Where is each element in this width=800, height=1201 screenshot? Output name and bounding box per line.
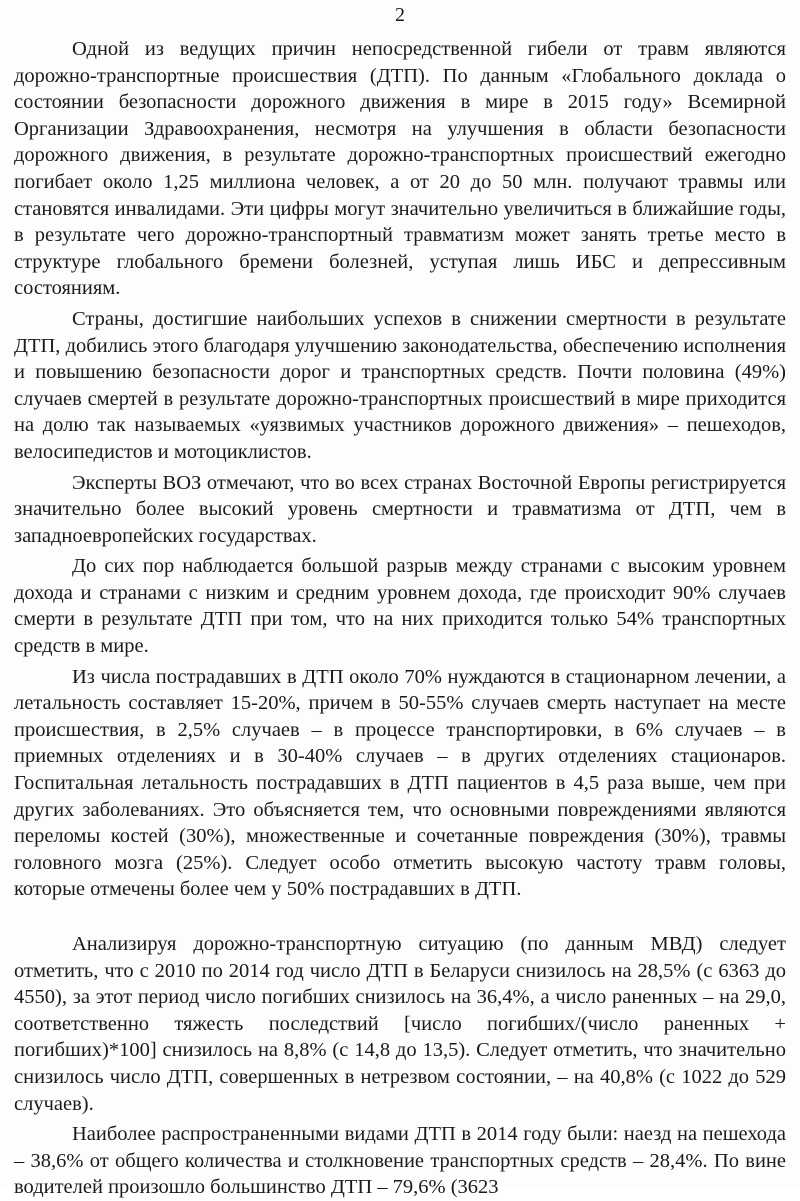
page-number: 2 bbox=[395, 4, 405, 26]
paragraph-who-experts: Эксперты ВОЗ отмечают, что во всех странах Восточной Европы регистрируется значительно более высокий уровень смертности и травматизма от ДТП, чем в западноевропейских государствах. bbox=[14, 471, 786, 547]
paragraph-accident-types: Наиболее распространенными видами ДТП в 2014 году были: наезд на пешехода – 38,6% от общего количества и столкновение транспортных средств – 28,4%. По вине водителей произошло большинство ДТП – 79,6% (3623 bbox=[14, 1123, 786, 1199]
paragraph-hospital-lethality: Из числа пострадавших в ДТП около 70% нуждаются в стационарном лечении, а летальность составляет 15-20%, причем в 50-55% случаев смерть наступает на месте происшествия, в 2,5% случаев – в процессе транспортировки, в 6% случаев – в приемных отделениях и в 30-40% случаев – в других отделениях стационаров. Госпитальная летальность пострадавших в ДТП пациентов в 4,5 раза выше, чем при других заболеваниях. Это объясняется тем, что основными повреждениями являются переломы костей (30%), множественные и сочетанные повреждения (30%), травмы головного мозга (25%). Следует особо отметить высокую частоту травм головы, которые отмечены более чем у 50% пострадавших в ДТП. bbox=[14, 665, 786, 901]
paragraph-belarus-statistics: Анализируя дорожно-транспортную ситуацию (по данным МВД) следует отметить, что с 2010 по 2014 год число ДТП в Беларуси снизилось на 28,5% (с 6363 до 4550), за этот период число погибших снизилось на 36,4%, а число раненных – на 29,0, соответственно тяжесть последствий [число погибших/(число раненных + погибших)*100] снизилось на 8,8% (с 14,8 до 13,5). Следует отметить, что значительно снизилось число ДТП, совершенных в нетрезвом состоянии, – на 40,8% (с 1022 до 529 случаев). bbox=[14, 933, 786, 1115]
paragraph-income-gap: До сих пор наблюдается большой разрыв между странами с высоким уровнем дохода и странами с низким и средним уровнем дохода, где происходит 90% случаев смерти в результате ДТП при том, что на них приходится только 54% транспортных средств в мире. bbox=[14, 555, 786, 658]
document-body bbox=[14, 36, 786, 1201]
paragraph-successful-countries: Страны, достигшие наибольших успехов в снижении смертности в результате ДТП, добились этого благодаря улучшению законодательства, обеспечению исполнения и повышению безопасности дорог и транспортных средств. Почти половина (49%) случаев смертей в результате дорожно-транспортных происшествий в мире приходится на долю так называемых «уязвимых участников дорожного движения» – пешеходов, велосипедистов и мотоциклистов. bbox=[14, 307, 786, 463]
paragraph-road-accidents-intro: Одной из ведущих причин непосредственной гибели от травм являются дорожно-транспортные происшествия (ДТП). По данным «Глобального доклада о состоянии безопасности дорожного движения в мире в 2015 году» Всемирной Организации Здравоохранения, несмотря на улучшения в области безопасности дорожного движения, в результате дорожно-транспортных происшествий ежегодно погибает около 1,25 миллиона человек, а от 20 до 50 млн. получают травмы или становятся инвалидами. Эти цифры могут значительно увеличиться в ближайшие годы, в результате чего дорожно-транспортный травматизм может занять третье место в структуре глобального бремени болезней, уступая лишь ИБС и депрессивным состояниям. bbox=[14, 38, 786, 300]
